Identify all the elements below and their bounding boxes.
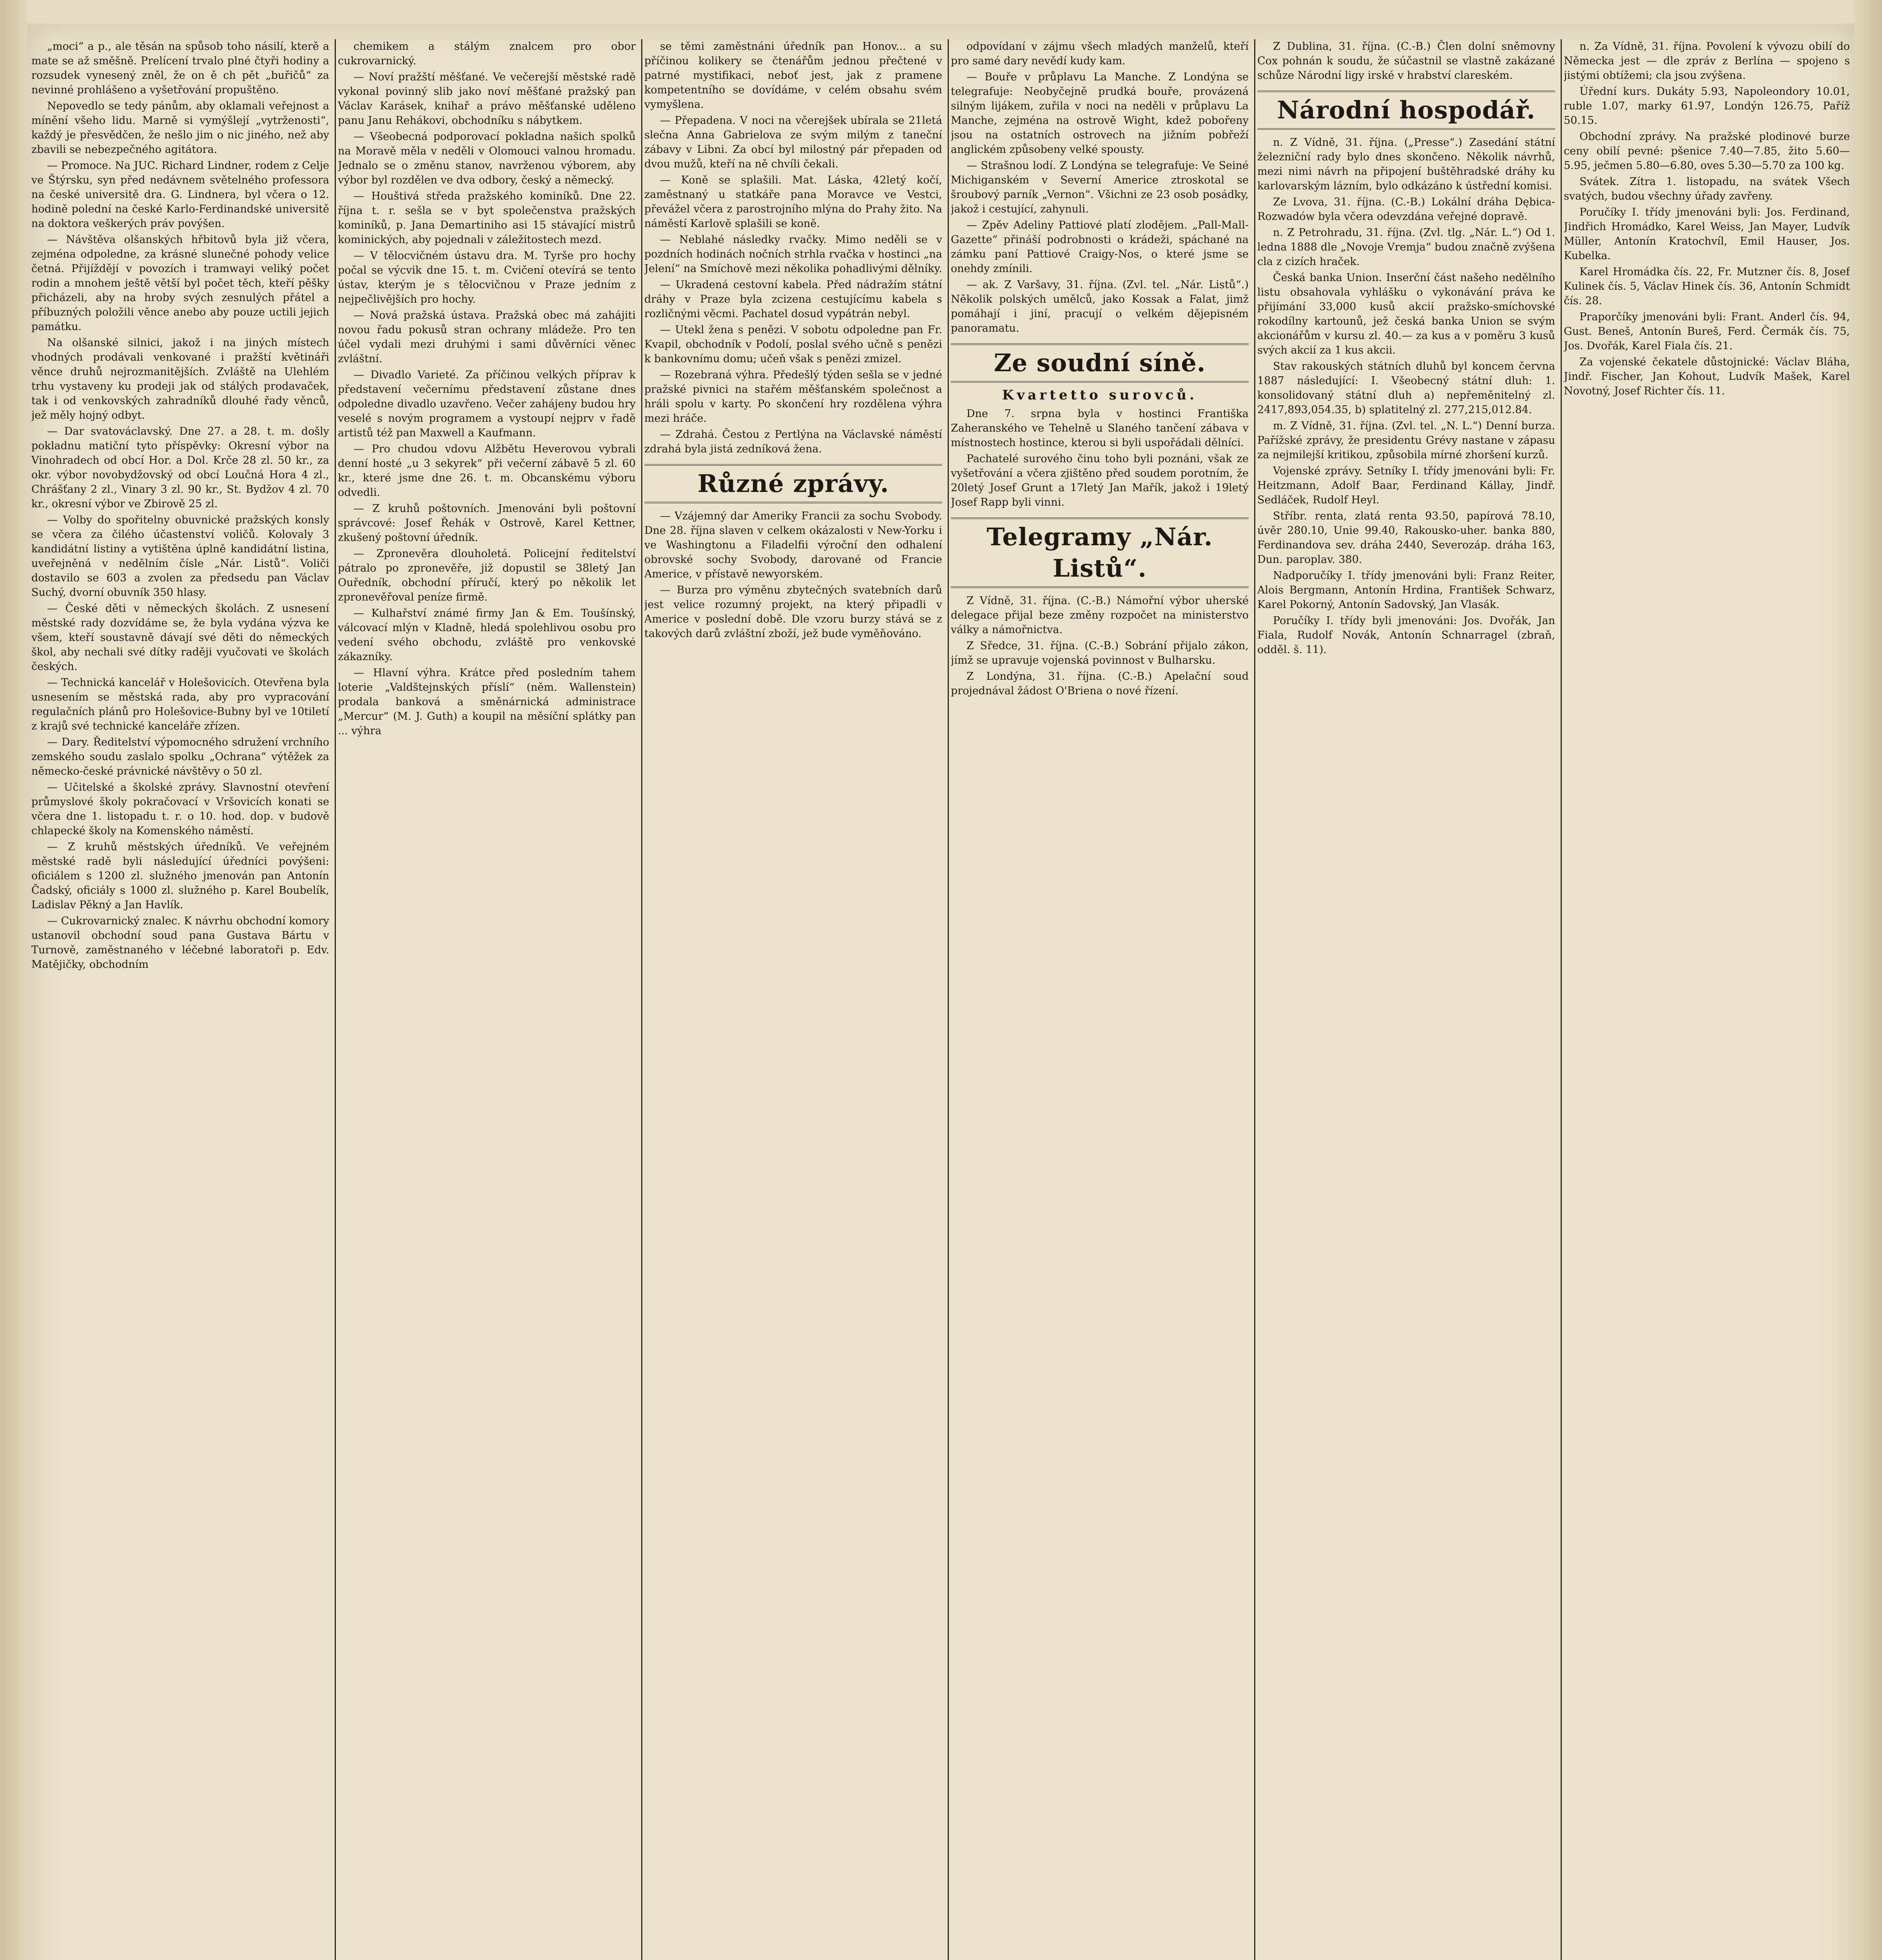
paragraph: — Neblahé následky rvačky. Mimo neděli se v pozdních hodinách nočních strhla rvačka v hostinci „na Jelení“ na Smíchově mezi několika pohadlivými dělníky. — [644, 234, 942, 275]
paragraph: chemikem a stálým znalcem pro obor cukrovarnický. — [338, 40, 636, 67]
paragraph: — Hlavní výhra. Krátce před posledním tahem loterie „Valdštejnských příslí“ (něm. Wallenstein) prodala banková a směnárnická administrace „Mercur“ (M. J. Guth) a koupil na měsíční splátky pan ... výhra — [338, 667, 636, 737]
paragraph: „moci“ a p., ale těsán na spůsob toho násilí, kterě a mate se až směšně. Prelícení trvalo plné čtyři hodiny a rozsudek vynesený zněl, že on ě ch pět „buřičů“ za nevinné prohlášeno a vyšetřování propuštěno. — [31, 40, 329, 96]
paragraph: Poručíky I. třídy byli jmenováni: Jos. Dvořák, Jan Fiala, Rudolf Novák, Antonín Schnarragel (zbraň, odděl. š. 11). — [1257, 615, 1555, 656]
page-edge-right — [1855, 0, 1882, 1960]
paragraph: Pachatelé surového činu toho byli poznáni, však ze vyšetřování a včera zjištěno před soudem porotním, že 20letý Josef Grunt a 17letý Jan Mařík, jakož i 19letý Josef Rapp byli vinni. — [951, 453, 1249, 508]
paragraph: — Strašnou lodí. Z Londýna se telegrafuje: Ve Seiné Michiganském v Severní Americe ztroskotal se šroubový parník „Vernon“. Všichni ze 23 osob posádky, jakož i cestující, zahynuli. — [951, 160, 1249, 215]
paragraph: Stav rakouských státních dluhů byl koncem června 1887 následující: I. Všeobecný státní dluh: 1. konsolidovaný státní dluh a) nepřeměnitelný zl. 2417,893,054.35, b) splatitelný zl. 277,215,012.84. — [1257, 360, 1555, 416]
paragraph: — Divadlo Varieté. Za příčinou velkých příprav k představení večernímu představení zůstane dnes odpoledne divadlo uzavřeno. Večer zahájeny budou hry veselé s novým programem a vystoupí nejprv v řadě artistů též pan Maxwell a Kaufmann. — [338, 369, 636, 439]
section-heading-ruzne-zpravy: Různé zprávy. — [644, 464, 942, 503]
paragraph: — Zpronevěra dlouholetá. Policejní ředitelství pátralo po zpronevěře, již dopustil se 38letý Jan Ouředník, obchodní příručí, který po několik let zpronevěřoval peníze firmě. — [338, 548, 636, 603]
paragraph: Z Dublina, 31. října. (C.-B.) Člen dolní sněmovny Cox pohnán k soudu, že súčastnil se vlastně zakázané schůze Národní ligy irské v hrabství clareském. — [1257, 40, 1555, 82]
paragraph: — Dar svatováclavský. Dne 27. a 28. t. m. došly pokladnu matiční tyto příspěvky: Okresní výbor na Vinohradech od obcí Hor. a Dol. Krče 28 zl. 50 kr., za okr. výbor novobydžovský od obcí Loučná Hora 4 zl., Chrášťany 2 zl., Vinary 3 zl. 90 kr., St. Bydžov 4 zl. 70 kr., okresní výbor ve Zbirově 25 zl. — [31, 425, 329, 510]
paragraph: Karel Hromádka čís. 22, Fr. Mutzner čís. 8, Josef Kulinek čís. 5, Václav Hinek čís. 36, Antonín Schmidt čís. 28. — [1564, 266, 1850, 307]
column-rule — [1561, 39, 1562, 1960]
column-5 — [1257, 39, 1555, 1960]
page-edge-left — [0, 0, 27, 1960]
paragraph: — Nová pražská ústava. Pražská obec má zahájiti novou řadu pokusů stran ochrany mládeže. Pro ten účel vydali mezi druhými i sami důvěrníci věnec zvláštní. — [338, 309, 636, 365]
paragraph: — Z kruhů poštovních. Jmenováni byli poštovní správcové: Josef Řehák v Ostrově, Karel Kettner, zkušený poštovní úředník. — [338, 503, 636, 544]
paragraph: Praporčíky jmenováni byli: Frant. Anderl čís. 94, Gust. Beneš, Antonín Bureš, Ferd. Čermák čís. 75, Jos. Dvořák, Karel Fiala čís. 21. — [1564, 311, 1850, 352]
paragraph: — Burza pro výměnu zbytečných svatebních darů jest velice rozumný projekt, na který připadli v Americe v poslední době. Dle vzoru burzy stává se z takových darů zvláštní zboží, jež bude vyměňováno. — [644, 584, 942, 640]
paragraph: Úřední kurs. Dukáty 5.93, Napoleondory 10.01, ruble 1.07, marky 61.97, Londýn 126.75, Paříž 50.15. — [1564, 85, 1850, 127]
paragraph: Nadporučíky I. třídy jmenováni byli: Franz Reiter, Alois Bergmann, Antonín Hrdina, František Schwarz, Karel Pokorný, Antonín Sadovský, Jan Vlasák. — [1257, 570, 1555, 611]
column-rule — [1254, 39, 1255, 1960]
column-4 — [951, 39, 1249, 1960]
column-2 — [338, 39, 636, 1960]
paragraph: Na olšanské silnici, jakož i na jiných místech vhodných prodávali venkované i pražští květináři věnce druhů nejrozmanitějších. Zvláště na Ulehlém trhu vystaveny ku prodeji jak od stálých prodavaček, tak i od venkovských zahradníků dlouhé řady věnců, jež měly hojný odbyt. — [31, 337, 329, 421]
paragraph: Za vojenské čekatele důstojnické: Václav Bláha, Jindř. Fischer, Jan Kohout, Ludvík Mašek, Karel Novotný, Josef Richter čís. 11. — [1564, 356, 1850, 397]
column-rule — [641, 39, 642, 1960]
paragraph: odpovídaní v zájmu všech mladých manželů, kteří pro samé dary nevědí kudy kam. — [951, 40, 1249, 67]
column-3 — [644, 39, 942, 1960]
column-rule — [948, 39, 949, 1960]
paragraph: — Rozebraná výhra. Předešlý týden sešla se v jedné pražské pivnici na stařém měšťanském společnost a hráli spolu v karty. Po skončení hry rozdělena výhra mezi hráče. — [644, 369, 942, 425]
paragraph: — Učitelské a školské zprávy. Slavnostní otevření průmyslové školy pokračovací v Vršovicích konati se včera dne 1. listopadu t. r. o 10. hod. dop. v budově chlapecké školy na Komenského náměstí. — [31, 781, 329, 837]
newspaper-page — [27, 24, 1855, 1960]
paragraph: — Technická kancelář v Holešovicích. Otevřena byla usnesením se městská rada, aby pro vypracování regulačních plánů pro Holešovice-Bubny byl ve 10tiletí z krajů své technické kanceláře zřízen. — [31, 677, 329, 732]
paragraph: — Utekl žena s penězi. V sobotu odpoledne pan Fr. Kvapil, obchodník v Podolí, poslal svého učně s penězi k bankovnímu domu; učeň však s penězi zmizel. — [644, 324, 942, 365]
paragraph: — Všeobecná podporovací pokladna našich spolků na Moravě měla v neděli v Olomouci valnou hromadu. Jednalo se o změnu stanov, navrženou výborem, aby výbor byl rozdělen ve dva odbory, český a německý. — [338, 131, 636, 186]
paragraph: n. Za Vídně, 31. října. Povolení k vývozu obilí do Německa jest — dle zpráv z Berlína — spojeno s jistými obtížemi; cla jsou zvýšena. — [1564, 40, 1850, 82]
paragraph: Stříbr. renta, zlatá renta 93.50, papírová 78.10, úvěr 280.10, Unie 99.40, Rakousko-uher. banka 880, Ferdinandova sev. dráha 2440, Severozáp. dráha 163, Dun. paroplav. 380. — [1257, 510, 1555, 566]
paragraph: — Pro chudou vdovu Alžbětu Heverovou vybrali denní hosté „u 3 sekyrek“ při večerní zábavě 5 zl. 60 kr., které jsme dne 26. t. m. Obcanskému výboru odvedli. — [338, 443, 636, 499]
paragraph: — V tělocvičném ústavu dra. M. Tyrše pro hochy počal se výcvik dne 15. t. m. Cvičení otevírá se tento ústav, kterým je s tělocvičnou v Praze jedním z nejpečlivějších pro hochy. — [338, 250, 636, 305]
paragraph: n. Z Vídně, 31. října. („Presse“.) Zasedání státní železniční rady bylo dnes skončeno. Několik návrhů, mezi nimi návrh na připojení buštěhradské dráhy ku karlovarským lázním, bylo odkázáno k ústřední komisi. — [1257, 136, 1555, 192]
paragraph: Vojenské zprávy. Setníky I. třídy jmenováni byli: Fr. Heitzmann, Adolf Baar, Ferdinand Kállay, Jindř. Sedláček, Rudolf Heyl. — [1257, 465, 1555, 506]
paragraph: — Vzájemný dar Ameriky Francii za sochu Svobody. Dne 28. října slaven v celkem okázalosti v New-Yorku i ve Washingtonu a Filadelfii výroční den odhalení obrovské sochy Svobody, darované od Francie Americe, v přístavě newyorském. — [644, 510, 942, 580]
paragraph: Dne 7. srpna byla v hostinci Františka Zaheranského ve Tehelně u Slaného tančení zábava v místnostech hostince, kterou si byli uspořádali dělníci. — [951, 408, 1249, 449]
column-6 — [1564, 39, 1850, 1960]
paragraph: — Ukradená cestovní kabela. Před nádražím státní dráhy v Praze byla zcizena cestujícímu kabela s rozličnými věcmi. Pachatel dosud vypátrán nebyl. — [644, 279, 942, 320]
paragraph: — Kulhařství známé firmy Jan & Em. Toušínský, válcovací mlýn v Kladně, hledá spolehlivou osobu pro vedení svého obchodu, zvláště pro venkovské zákazníky. — [338, 607, 636, 663]
paragraph: Z Londýna, 31. října. (C.-B.) Apelační soud projednával žádost O'Briena o nové řízení. — [951, 670, 1249, 697]
paragraph: — Zdrahá. Čestou z Pertlýna na Václavské náměstí zdrahá byla jistá zedníková žena. — [644, 428, 942, 455]
paragraph: — Noví pražští měšťané. Ve večerejší městské radě vykonal povinný slib jako noví měšťané pražský pan Václav Karásek, knihař a právo měšťanské uděleno panu Janu Rehákovi, obchodníku s nábytkem. — [338, 71, 636, 127]
paragraph: n. Z Petrohradu, 31. října. (Zvl. tlg. „Nár. L.“) Od 1. ledna 1888 dle „Novoje Vremja“ budou značně zvýšena cla z cizích hraček. — [1257, 227, 1555, 268]
paragraph: — Přepadena. V noci na včerejšek ubírala se 21letá slečna Anna Gabrielova ze svým milým z taneční zábavy v Libni. Za obcí byl milostný pár přepaden od dvou mužů, kteří na ně chvíli čekali. — [644, 114, 942, 170]
article-heading-kvartetto: Kvartetto surovců. — [1002, 387, 1197, 403]
paragraph: — Dary. Ředitelství výpomocného sdružení vrchního zemského soudu zaslalo spolku „Ochrana“ výtěžek za německo-české právnické návštěvy o 50 zl. — [31, 736, 329, 777]
paragraph: — Bouře v průplavu La Manche. Z Londýna se telegrafuje: Neobyčejně prudká bouře, provázená silným lijákem, zuřila v noci na neděli v průplavu La Manche, zejména na ostrově Wight, kdež pobořeny jsou na ostatních ostrovech na jižním pobřeží anglickém způsobeny velké spousty. — [951, 71, 1249, 156]
paragraph: Nepovedlo se tedy pánům, aby oklamali veřejnost a mínění všeho lidu. Marně si vymýšlejí „vytrženosti“, každý je přesvědčen, že nešlo jim o nic jiného, než aby zbavili se nebezpečného agitátora. — [31, 100, 329, 156]
column-1 — [31, 39, 329, 1960]
paragraph: — Koně se splašili. Mat. Láska, 42letý kočí, zaměstnaný u statkáře pana Moravce ve Vestci, převážel včera z parostrojního mlýna do Prahy žito. Na náměstí Karlově splašili se koně. — [644, 174, 942, 230]
paragraph: Z Sředce, 31. října. (C.-B.) Sobrání přijalo zákon, jímž se upravuje vojenská povinnost v Bulharsku. — [951, 640, 1249, 666]
paragraph: — Volby do spořitelny obuvnické pražských konsly se včera za čilého účastenství voličů. Kolovaly 3 kandidátní listiny a vytištěna úplně kandidátní listina, uveřejněná v nedělním čísle „Nár. Listů“. Voliči dostavilo se 603 a zvolen za předsedu pan Václav Suchý, dvorní obuvník 350 hlasy. — [31, 514, 329, 599]
paragraph: — Z kruhů městských úředníků. Ve veřejném městské radě byli následující úředníci povýšeni: oficiálem s 1200 zl. služného jmenován pan Antonín Čadský, oficiály s 1000 zl. služného p. Karel Boubelík, Ladislav Pěkný a Jan Havlík. — [31, 841, 329, 911]
paragraph: — Návštěva olšanských hřbitovů byla již včera, zejména odpoledne, za krásné slunečné pohody velice četná. Přijíždějí v povozích i tramwayi veliký počet rodin a mnohem ještě větší byl počet těch, kteří pěšky přicházeli, aby na hroby svých zesnulých přátel a příbuzných položili věnce anebo aby pouze uctili jejich památku. — [31, 234, 329, 333]
paragraph: Z Vídně, 31. října. (C.-B.) Námořní výbor uherské delegace přijal beze změny rozpočet na ministerstvo války a námořnictva. — [951, 595, 1249, 636]
paragraph: — Zpěv Adeliny Pattiové platí zlodějem. „Pall-Mall-Gazette“ přináší podrobnosti o krádeži, spáchané na zámku paní Pattiové Craigy-Nos, o které jsme se onehdy zmínili. — [951, 219, 1249, 275]
paragraph: m. Z Vídně, 31. října. (Zvl. tel. „N. L.“) Denní burza. Pařížské zprávy, že presidentu Grévy nastane v zápasu za nejmilejší kritikou, způsobila mírné zhoršení kurzů. — [1257, 420, 1555, 461]
paragraph: Česká banka Union. Inserční část našeho nedělního listu obsahovala vyhlášku o vykonávání práva ke přijímání 33,000 kusů akcií pražsko-smíchovské rokodílny kartounů, jež česká banka Union se svým akcionářům v kursu zl. 40.— za kus a v poměru 3 kusů svých akcií za 1 kus akcii. — [1257, 272, 1555, 356]
paragraph: — České děti v německých školách. Z usnesení městské rady dozvídáme se, že byla vydána výzva ke všem, kteří soustavně dávají své děti do německých škol, aby nechali své dítky raději vyučovati ve školách českých. — [31, 603, 329, 673]
paragraph: Svátek. Zítra 1. listopadu, na svátek Všech svatých, budou všechny úřady zavřeny. — [1564, 176, 1850, 202]
paragraph: — Promoce. Na JUC. Richard Lindner, rodem z Celje ve Štýrsku, syn před nedávnem světelného professora na české universitě dra. G. Lindnera, byl včera o 12. hodině polední na české Karlo-Ferdinandské universitě na doktora veškerých práv povýšen. — [31, 160, 329, 230]
column-rule — [335, 39, 336, 1960]
paragraph: — Cukrovarnický znalec. K návrhu obchodní komory ustanovil obchodní soud pana Gustava Bártu v Turnově, zaměstnaného v léčebné laboratoři p. Edv. Matějičky, obchodním — [31, 915, 329, 971]
paragraph: Ze Lvova, 31. října. (C.-B.) Lokální dráha Dębica-Rozwadów byla včera odevzdána veřejné dopravě. — [1257, 196, 1555, 223]
paragraph: Obchodní zprávy. Na pražské plodinové burze ceny obilí pevné: pšenice 7.40—7.85, žito 5.60—5.95, ječmen 5.80—6.80, oves 5.30—5.70 za 100 kg. — [1564, 131, 1850, 172]
section-heading-ze-soudni-sine: Ze soudní síně. — [951, 343, 1249, 383]
paragraph: — ak. Z Varšavy, 31. října. (Zvl. tel. „Nár. Listů“.) Několik polských umělců, jako Kossak a Falat, jimž pomáhají i jiní, pracují o velkém dějepisném panoramatu. — [951, 279, 1249, 334]
section-heading-narodni-hospodar: Národní hospodář. — [1257, 91, 1555, 130]
paragraph: Poručíky I. třídy jmenováni byli: Jos. Ferdinand, Jindřich Hromádko, Karel Weiss, Jan Mayer, Ludvík Müller, Antonín Kratochvíl, Emil Hauser, Jos. Kubelka. — [1564, 206, 1850, 262]
paragraph: — Houštivá středa pražského kominíků. Dne 22. října t. r. sešla se v byt společenstva pražských kominíků, p. Jana Demartiniho asi 15 stávající mistrů kominických, aby pojednali v záležitostech mezd. — [338, 190, 636, 246]
paragraph: se těmi zaměstnáni úředník pan Honov... a su příčinou kolikery se čtenářům jednou přečtené v patrné mystifikaci, neboť jest, jak z pramene kompetentního se dovídáme, v celém obsahu svém vymyšlena. — [644, 40, 942, 111]
section-heading-telegramy: Telegramy „Nár. Listů“. — [951, 517, 1249, 588]
